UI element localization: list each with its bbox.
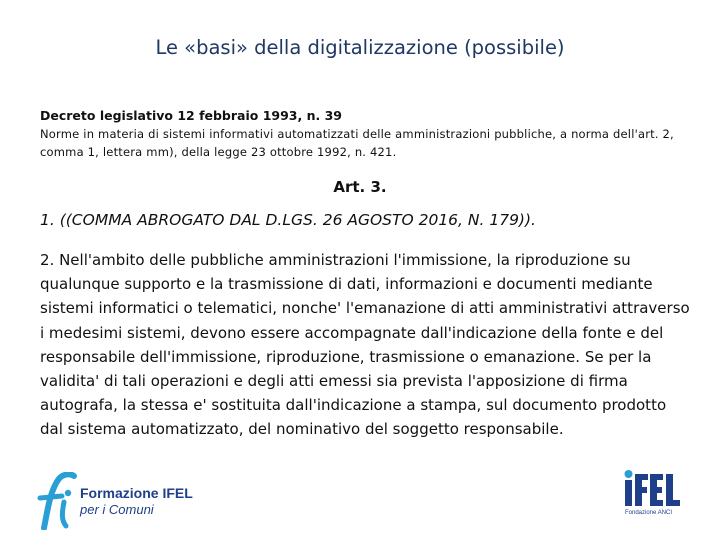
fi-logo-mark-icon bbox=[34, 472, 78, 530]
decree-heading: Decreto legislativo 12 febbraio 1993, n. 39 bbox=[40, 108, 342, 123]
decree-block bbox=[40, 107, 685, 161]
ifel-logo bbox=[624, 468, 686, 520]
article-title: Art. 3. bbox=[333, 178, 387, 196]
formazione-ifel-logo bbox=[34, 472, 264, 532]
logo-line-1: Formazione IFEL bbox=[80, 485, 193, 501]
article-paragraph-1: 1. ((COMMA ABROGATO DAL D.LGS. 26 AGOSTO 2016, N. 179)). bbox=[40, 211, 536, 229]
ifel-wordmark-icon bbox=[624, 468, 682, 508]
decree-description: Norme in materia di sistemi informativi automatizzati delle amministrazioni pubbliche, a norma dell'art. 2, comma 1, lettera mm), della legge 23 ottobre 1992, n. 421. bbox=[40, 127, 674, 159]
slide-title: Le «basi» della digitalizzazione (possibile) bbox=[155, 36, 565, 59]
logo-line-2: per i Comuni bbox=[80, 502, 154, 517]
ifel-subtitle: Fondazione ANCI bbox=[625, 510, 673, 516]
article-paragraph-2: 2. Nell'ambito delle pubbliche amministrazioni l'immissione, la riproduzione su qualunque supporto e la trasmissione di dati, informazioni e documenti mediante sistemi informatici o telematici, nonche' l'emanazione di atti amministrativi attraverso i medesimi sistemi, devono essere accompagnate dall'indicazione della fonte e del responsabile dell'immissione, riproduzione, trasmissione o emanazione. Se per la validita' di tali operazioni e degli atti emessi sia prevista l'apposizione di firma autografa, la stessa e' sostituita dall'indicazione a stampa, sul documento prodotto dal sistema automatizzato, del nominativo del soggetto responsabile. bbox=[40, 251, 690, 439]
